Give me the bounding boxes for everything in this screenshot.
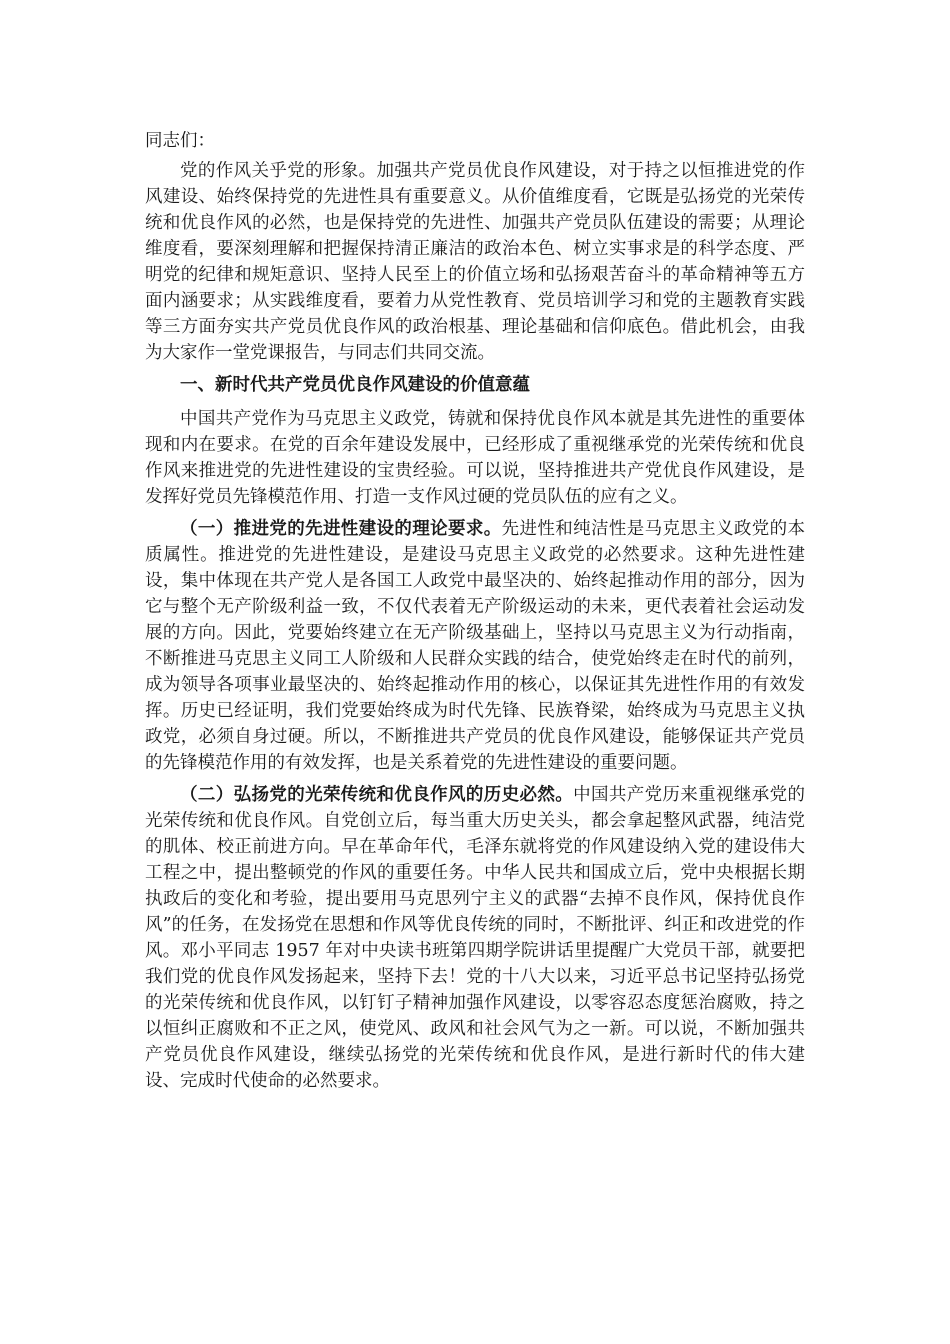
point-1-paragraph (145, 516, 805, 776)
point-1-lead: （一）推进党的先进性建设的理论要求。 (180, 519, 502, 539)
intro-paragraph: 党的作风关乎党的形象。加强共产党员优良作风建设，对于持之以恒推进党的作风建设、始终保持党的先进性具有重要意义。从价值维度看，它既是弘扬党的光荣传统和优良作风的必然，也是保持党的先进性、加强共产党员队伍建设的需要；从理论维度看，要深刻理解和把握保持清正廉洁的政治本色、树立实事求是的科学态度、严明党的纪律和规矩意识、坚持人民至上的价值立场和弘扬艰苦奋斗的革命精神等五方面内涵要求；从实践维度看，要着力从党性教育、党员培训学习和党的主题教育实践等三方面夯实共产党员优良作风的政治根基、理论基础和信仰底色。借此机会，由我为大家作一堂党课报告，与同志们共同交流。 (145, 161, 805, 363)
point-2-lead: （二）弘扬党的光荣传统和优良作风的历史必然。 (180, 785, 574, 805)
document-page (145, 128, 805, 1100)
salutation: 同志们： (145, 131, 215, 151)
point-2-paragraph (145, 782, 805, 1094)
section-1-paragraph: 中国共产党作为马克思主义政党，铸就和保持优良作风本就是其先进性的重要体现和内在要求。在党的百余年建设发展中，已经形成了重视继承党的光荣传统和优良作风来推进党的先进性建设的宝贵经验。可以说，坚持推进共产党优良作风建设，是发挥好党员先锋模范作用、打造一支作风过硬的党员队伍的应有之义。 (145, 409, 805, 507)
point-1-body: 先进性和纯洁性是马克思主义政党的本质属性。推进党的先进性建设，是建设马克思主义政党的必然要求。这种先进性建设，集中体现在共产党人是各国工人政党中最坚决的、始终起推动作用的部分，因为它与整个无产阶级利益一致，不仅代表着无产阶级运动的未来，更代表着社会运动发展的方向。因此，党要始终建立在无产阶级基础上，坚持以马克思主义为行动指南，不断推进马克思主义同工人阶级和人民群众实践的结合，使党始终走在时代的前列，成为领导各项事业最坚决的、始终起推动作用的核心，以保证其先进性作用的有效发挥。历史已经证明，我们党要始终成为时代先锋、民族脊梁，始终成为马克思主义执政党，必须自身过硬。所以，不断推进共产党员的优良作风建设，能够保证共产党员的先锋模范作用的有效发挥，也是关系着党的先进性建设的重要问题。 (145, 519, 806, 773)
point-2-body: 中国共产党历来重视继承党的光荣传统和优良作风。自党创立后，每当重大历史关头，都会拿起整风武器，纯洁党的肌体、校正前进方向。早在革命年代，毛泽东就将党的作风建设纳入党的建设伟大工程之中，提出整顿党的作风的重要任务。中华人民共和国成立后，党中央根据长期执政后的变化和考验，提出要用马克思列宁主义的武器“去掉不良作风，保持优良作风”的任务，在发扬党在思想和作风等优良传统的同时，不断批评、纠正和改进党的作风。邓小平同志 1957 年对中央读书班第四期学院讲话里提醒广大党员干部，就要把我们党的优良作风发扬起来，坚持下去！党的十八大以来，习近平总书记坚持弘扬党的光荣传统和优良作风，以钉钉子精神加强作风建设，以零容忍态度惩治腐败，持之以恒纠正腐败和不正之风，使党风、政风和社会风气为之一新。可以说，不断加强共产党员优良作风建设，继续弘扬党的光荣传统和优良作风，是进行新时代的伟大建设、完成时代使命的必然要求。 (145, 785, 806, 1091)
section-heading-1: 一、新时代共产党员优良作风建设的价值意蕴 (180, 375, 530, 395)
